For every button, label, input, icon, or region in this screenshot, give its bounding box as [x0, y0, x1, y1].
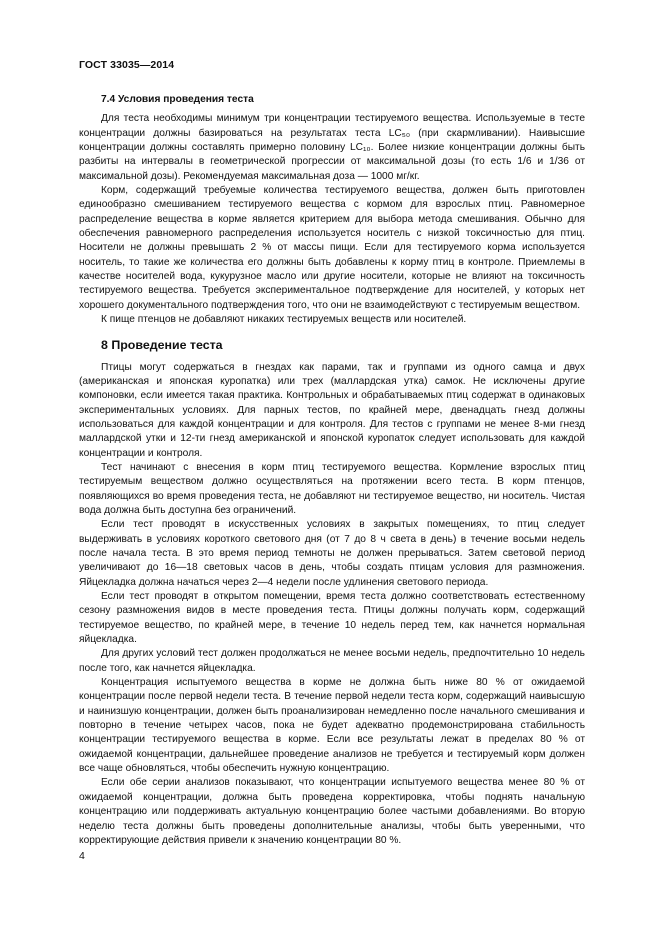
- paragraph: К пище птенцов не добавляют никаких тестируемых веществ или носителей.: [101, 314, 467, 326]
- standard-header: ГОСТ 33035—2014: [79, 59, 175, 71]
- paragraph: Для других условий тест должен продолжаться не менее восьми недель, предпочтительно 10 недель после того, как начнется яйцекладка.: [79, 648, 585, 674]
- paragraph: Для теста необходимы минимум три концентрации тестируемого вещества. Используемые в тесте концентрации должны базироваться на результатах теста LC₅₀ (при скармливании). Наивысшие концентрации должны составлять примерно половину LC₁₀. Более низкие концентрации должны быть разбиты на интервалы в геометрической прогрессии от максимальной дозы (то есть 1/6 и 1/36 от максимальной дозы). Рекомендуемая максимальная доза — 1000 мг/кг.: [79, 113, 585, 182]
- paragraph: Корм, содержащий требуемые количества тестируемого вещества, должен быть приготовлен единообразно смешиванием тестируемого вещества с кормом для взрослых птиц. Равномерное распределение вещества в корме является критерием для выбора метода смешивания. Обычно для обеспечения равномерного распределения используется носитель с низкой токсичностью для птиц. Носители не должны превышать 2 % от массы пищи. Если для тестируемого корма используется носитель, то такие же количества его должны быть добавлены к корму птиц в контроле. Приемлемы в качестве носителей вода, кукурузное масло или другие носители, которые не влияют на токсичность тестируемого вещества. Требуется экспериментальное подтверждение для носителей, у которых нет хорошего документального подтверждения того, что они не взаимодействуют с тестируемым веществом.: [79, 185, 585, 311]
- paragraph: Если обе серии анализов показывают, что концентрации испытуемого вещества менее 80 % от ожидаемой концентрации, должна быть проведена корректировка, чтобы поднять начальную концентрацию или поддерживать актуальную концентрацию более частыми добавлениями. Во вторую неделю теста должны быть проведены дополнительные анализы, чтобы быть уверенными, что корректирующие действия привели к значению концентрации 80 %.: [79, 777, 585, 846]
- paragraph: Если тест проводят в открытом помещении, время теста должно соответствовать естественному сезону размножения видов в месте проведения теста. Птицы должны получать корм, содержащий тестируемое вещество, по крайней мере, в течение 10 недель перед тем, как начнется нормальная яйцекладка.: [79, 591, 585, 646]
- main-content: [79, 93, 585, 848]
- paragraph: Птицы могут содержаться в гнездах как парами, так и группами из одного самца и двух (американская и японская куропатка) или трех (маллардская утка) самок. Не исключены другие компоновки, если имеется такая практика. Контрольных и обрабатываемых птиц содержат в одинаковых экспериментальных условиях. Для парных тестов, по крайней мере, двенадцать гнезд должны использоваться для каждой концентрации и для контроля. Для тестов с группами не менее 8-ми гнезд маллардской утки и 12-ти гнезд американской и японской куропаток следует использовать для каждой концентрации и контроля.: [79, 361, 585, 459]
- paragraph: Если тест проводят в искусственных условиях в закрытых помещениях, то птиц следует выдерживать в условиях короткого светового дня (от 7 до 8 ч света в день) в течение восьми недель после начала теста. В это время период темноты не должен прерываться. Затем световой период увеличивают до 16—18 световых часов в день, чтобы создать птицам условия для размножения. Яйцекладка должна начаться через 2—4 недели после удлинения светового периода.: [79, 519, 585, 588]
- section-heading-8: 8 Проведение теста: [101, 337, 223, 352]
- page-number: 4: [79, 850, 85, 862]
- subsection-heading-7-4: 7.4 Условия проведения теста: [101, 94, 254, 105]
- paragraph: Концентрация испытуемого вещества в корме не должна быть ниже 80 % от ожидаемой концентрации после первой недели теста. В течение первой недели теста корм, содержащий наивысшую и наинизшую концентрации, должен быть проанализирован немедленно после начального смешивания и повторно в течение четырех часов, пока не будет адекватно продемонстрирована стабильность концентрации тестируемого вещества в корме. Если все результаты лежат в пределах 80 % от ожидаемой концентрации, дальнейшее проведение анализов не требуется и тестируемый корм должен все чаще обновляться, чтобы обеспечить нужную концентрацию.: [79, 677, 585, 775]
- paragraph: Тест начинают с внесения в корм птиц тестируемого вещества. Кормление взрослых птиц тестируемым веществом должно осуществляться на протяжении всего теста. В корм птенцов, появляющихся во время проведения теста, не добавляют ни тестируемое вещество, ни носитель. Чистая вода должна быть доступна без ограничений.: [79, 461, 585, 516]
